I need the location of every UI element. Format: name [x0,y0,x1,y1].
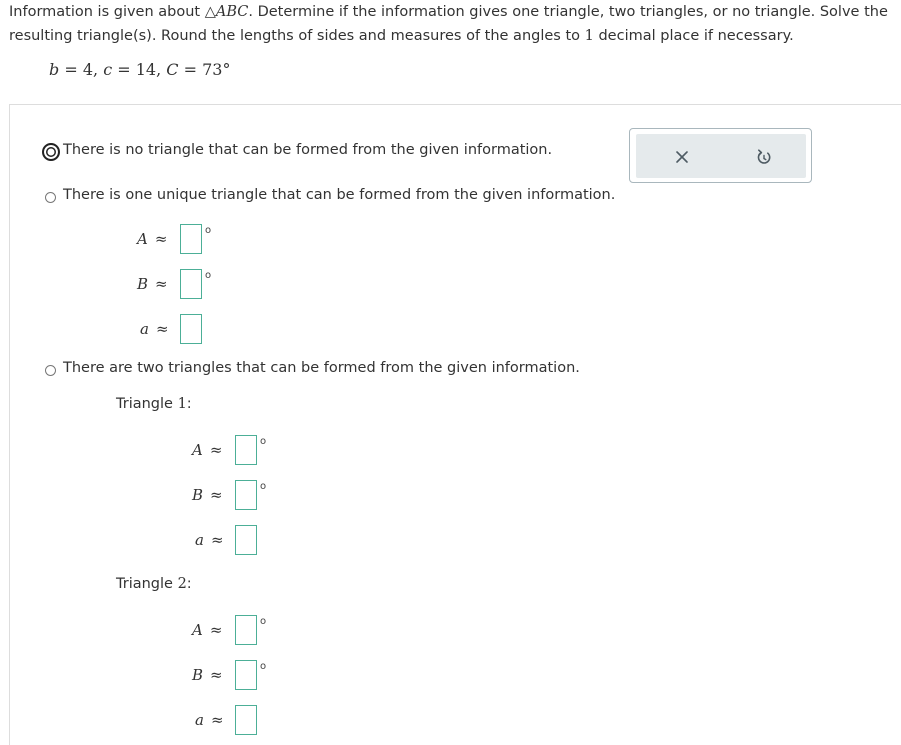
t2-B-input[interactable] [235,660,257,690]
option-one-triangle-label: There is one unique triangle that can be formed from the given information. [63,187,616,203]
triangle-1-label: Triangle 1: [116,396,192,412]
t2-A-label: A ≈ [192,621,223,639]
t1-a-label: a ≈ [195,531,224,549]
radio-no-triangle[interactable] [42,143,60,161]
t1-a-input[interactable] [235,525,257,555]
one-A-label: A ≈ [137,230,168,248]
degree-symbol: o [205,270,212,281]
one-B-label: B ≈ [137,275,168,293]
radio-one-triangle[interactable] [45,192,56,203]
clear-button[interactable] [672,147,692,167]
question-text: Information is given about △ABC. Determine if the information gives one triangle, two triangles, or no triangle. Solve the resulting triangle(s). Round the lengths of sides and measures of the angles to 1 decimal place if necessary. [9,4,888,44]
t2-a-input[interactable] [235,705,257,735]
option-no-triangle-label: There is no triangle that can be formed from the given information. [63,142,553,158]
reset-button[interactable] [754,147,774,167]
triangle-symbol: △ [204,4,216,20]
one-a-label: a ≈ [140,320,169,338]
radio-two-triangles[interactable] [45,365,56,376]
t2-B-label: B ≈ [192,666,223,684]
x-icon [672,147,692,167]
one-B-input[interactable] [180,269,202,299]
degree-symbol: o [260,661,267,672]
triangle-2-label: Triangle 2: [116,576,192,592]
t1-B-input[interactable] [235,480,257,510]
t2-A-input[interactable] [235,615,257,645]
given-values: b = 4, c = 14, C = 73° [49,60,231,79]
triangle-name: ABC [215,4,249,20]
degree-symbol: o [260,616,267,627]
t1-A-label: A ≈ [192,441,223,459]
t2-a-label: a ≈ [195,711,224,729]
one-a-input[interactable] [180,314,202,344]
degree-symbol: o [260,436,267,447]
degree-symbol: o [260,481,267,492]
one-A-input[interactable] [180,224,202,254]
t1-B-label: B ≈ [192,486,223,504]
answer-toolbox [629,128,812,183]
toolbox-inner [636,134,806,178]
degree-symbol: o [205,225,212,236]
option-two-triangles-label: There are two triangles that can be formed from the given information. [63,360,580,376]
undo-icon [754,147,774,167]
t1-A-input[interactable] [235,435,257,465]
